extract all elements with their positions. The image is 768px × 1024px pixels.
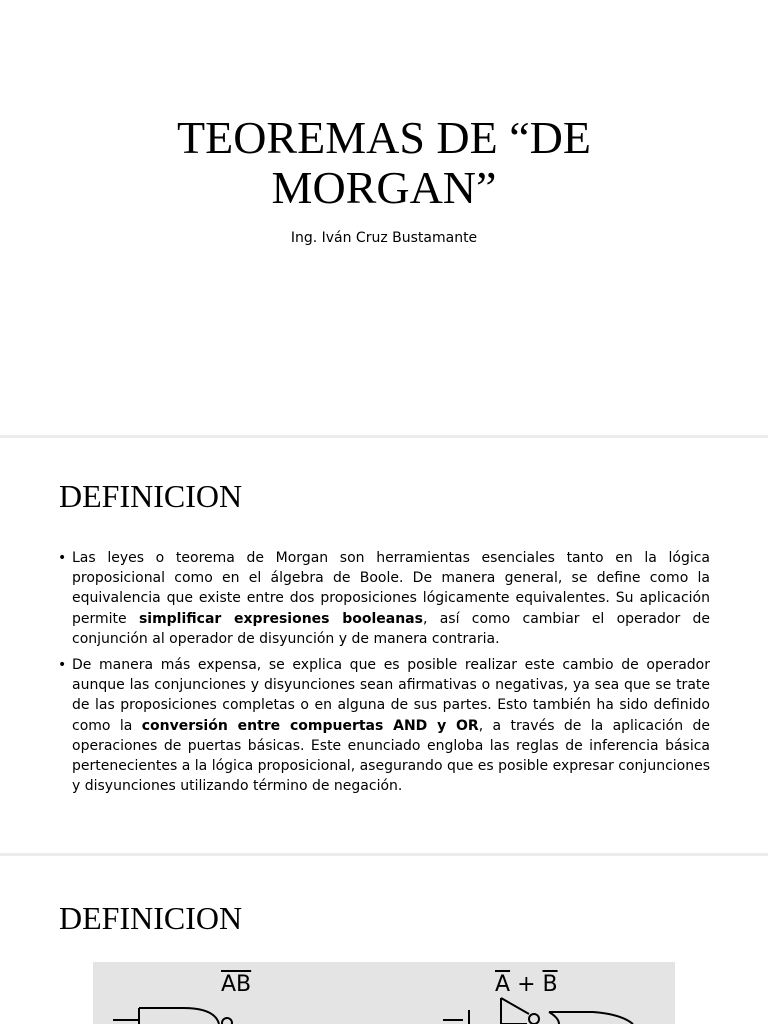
bullet-2-text-end: , a través de la aplicación de operaciones de puertas básicas. Este enunciado engloba las reglas de inferencia básica pertenecientes a la lógica proposicional, asegurando que es posible expresar conjunciones y disyunciones utilizando término de negación. bbox=[72, 717, 710, 795]
bullet-2-text: De manera más expensa, se explica que es posible realizar este cambio de operador aunque las conjunciones y disyunciones sean afirmativas o negativas, ya sea que se trate de las proposiciones completas o en alguna de sus partes. Esto también ha sido definido como la bbox=[72, 657, 710, 734]
bullet-item-2 bbox=[58, 655, 710, 796]
bullet-icon: • bbox=[58, 657, 67, 674]
title-line-2: MORGAN” bbox=[271, 162, 497, 213]
bullet-list bbox=[58, 548, 710, 802]
not-or-gate-icon bbox=[443, 998, 633, 1024]
bullet-icon: • bbox=[58, 550, 67, 566]
bullet-item-1 bbox=[58, 548, 710, 649]
section-heading: DEFINICION bbox=[59, 478, 243, 514]
bullet-1-text: Las leyes o teorema de Morgan son herramientas esenciales tanto en la lógica proposicional como en el álgebra de Boole. De manera general, se define como la equivalencia que existe entre dos proposiciones lógicamente equivalentes. Su aplicación permite bbox=[72, 550, 710, 627]
gate-symbols bbox=[93, 962, 675, 1024]
expr-ab: $\overline{AB}$ bbox=[221, 972, 252, 997]
logic-gate-diagram bbox=[93, 962, 675, 1024]
bullet-1-bold: simplificar expresiones booleanas bbox=[138, 610, 423, 627]
presentation-title bbox=[60, 113, 708, 213]
expr-b: $\overline{B}$ bbox=[542, 972, 558, 997]
diagram-slide bbox=[0, 856, 768, 1024]
bullet-2-bold: conversión entre compuertas AND y OR bbox=[141, 717, 479, 734]
bullet-1-text-end: , así como cambiar el operador de conjunción al operador de disyunción y de manera contraria. bbox=[72, 610, 710, 647]
definition-slide bbox=[0, 438, 768, 856]
title-slide bbox=[0, 0, 768, 438]
author-subtitle: Ing. Iván Cruz Bustamante bbox=[290, 230, 478, 246]
section-heading: DEFINICION bbox=[59, 900, 243, 936]
title-line-1: TEOREMAS DE “DE bbox=[177, 112, 591, 163]
expr-plus: + bbox=[517, 972, 536, 997]
expr-a: $\overline{A}$ bbox=[495, 972, 511, 997]
nand-gate-icon bbox=[113, 1008, 232, 1024]
